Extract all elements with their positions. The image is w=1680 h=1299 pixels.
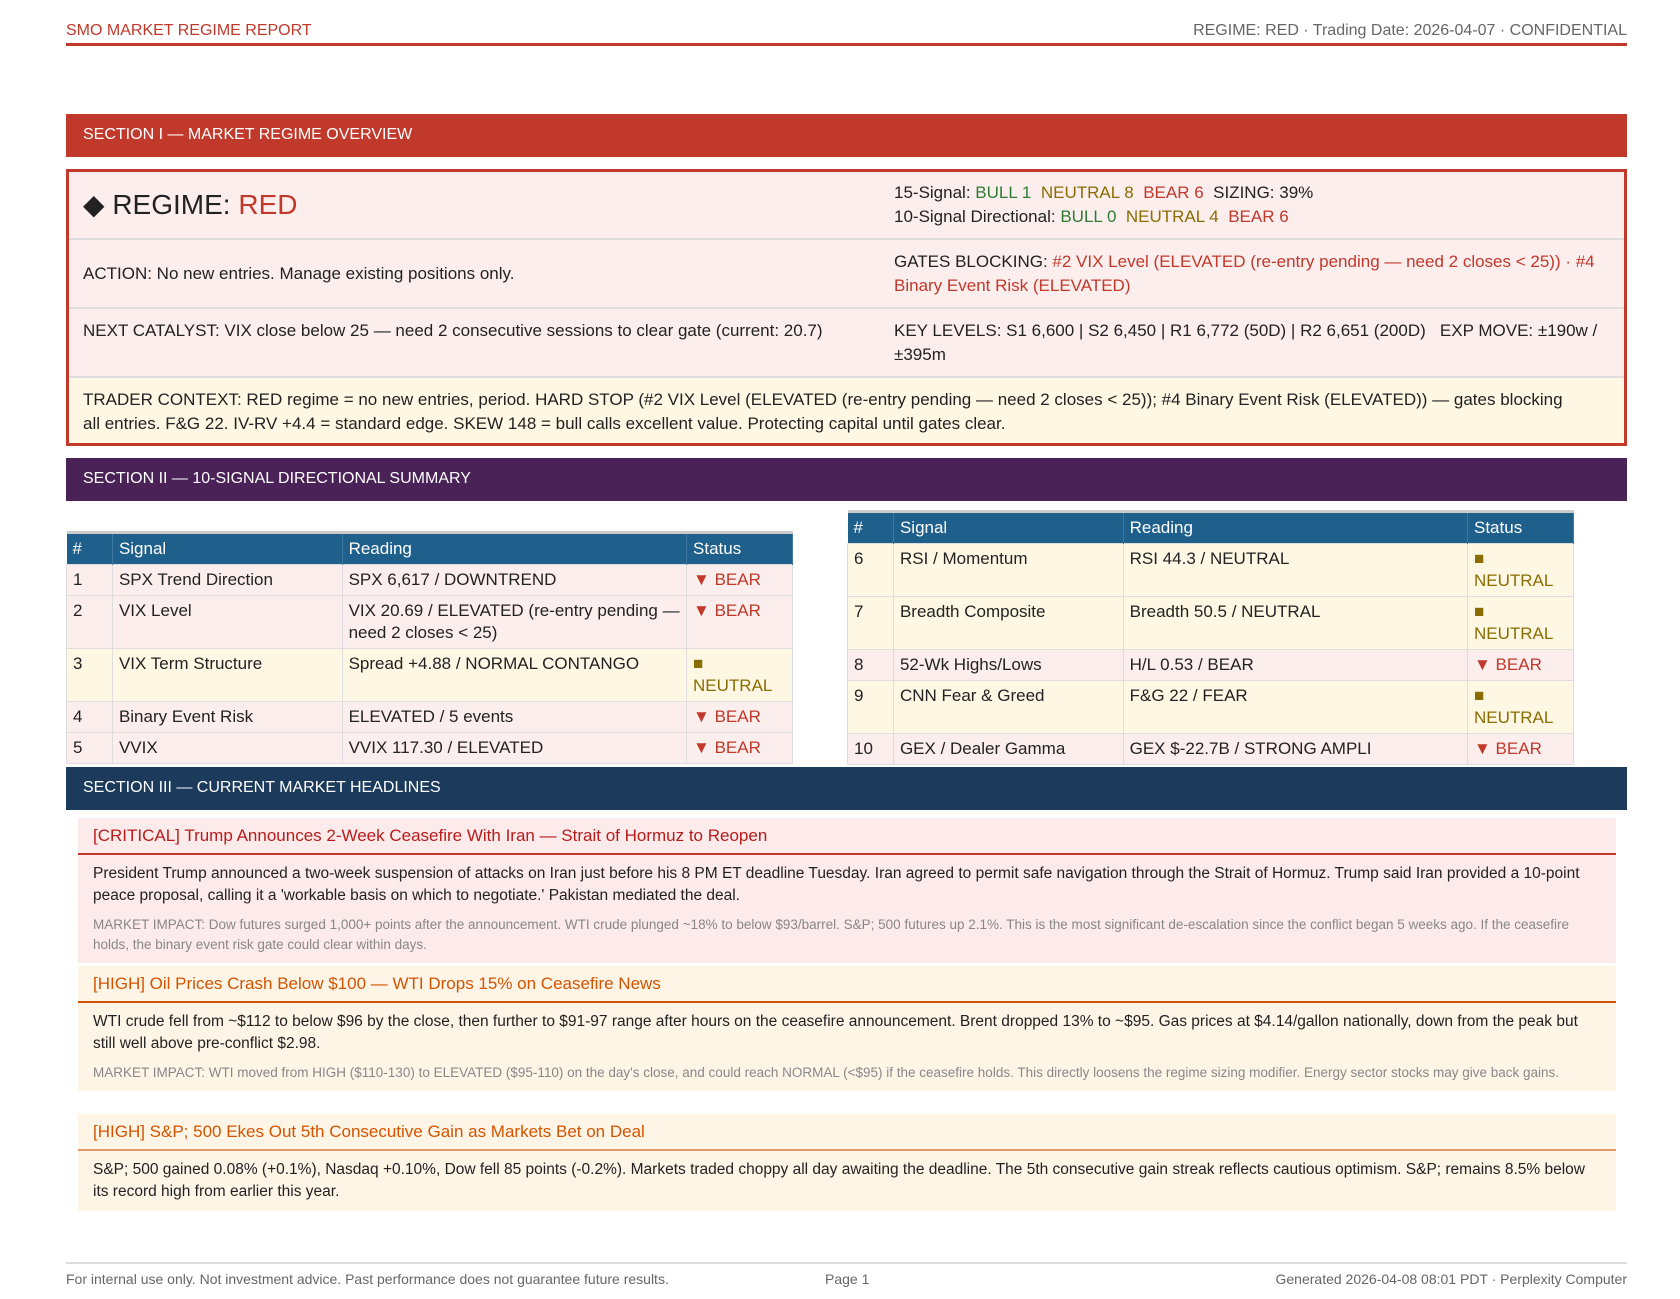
signal-reading: F&G 22 / FEAR (1123, 681, 1467, 734)
signal-name: GEX / Dealer Gamma (893, 734, 1123, 765)
signal-name: RSI / Momentum (893, 544, 1123, 597)
action-text: ACTION: No new entries. Manage existing positions only. (83, 264, 515, 283)
signals-table-right (847, 510, 1574, 765)
signal-number: 5 (67, 733, 113, 764)
regime-label: REGIME: (112, 189, 239, 220)
signal-status: ■ NEUTRAL (1468, 681, 1574, 734)
table-row (67, 649, 793, 702)
report-meta: REGIME: RED · Trading Date: 2026-04-07 · CONFIDENTIAL (1193, 22, 1627, 39)
signal-name: CNN Fear & Greed (893, 681, 1123, 734)
gates-label: GATES BLOCKING: (894, 252, 1048, 271)
signal-number: 7 (848, 597, 894, 650)
headline-card (78, 1114, 1616, 1211)
market-impact: MARKET IMPACT: WTI moved from HIGH ($110-130) to ELEVATED ($95-110) on the day's close, and could reach NORMAL (<$95) if the ceasefire holds. This directly loosens the regime sizing modifier. Energy sector stocks may give back gains. (93, 1065, 1560, 1080)
signal-reading: VIX 20.69 / ELEVATED (re-entry pending — need 2 closes < 25) (342, 596, 686, 649)
table-header (67, 533, 793, 565)
sig10-label: 10-Signal Directional: (894, 207, 1056, 226)
sig10-bear: BEAR 6 (1228, 207, 1289, 226)
sig10-bull: BULL 0 (1060, 207, 1117, 226)
headline-title[interactable]: [HIGH] S&P; 500 Ekes Out 5th Consecutive Gain as Markets Bet on Deal (78, 1114, 1616, 1151)
gates-blocking (894, 250, 1614, 298)
signal-name: VIX Level (112, 596, 342, 649)
signal-status: ▼ BEAR (687, 565, 793, 596)
footer-generated: Generated 2026-04-08 08:01 PDT · Perplexity Computer (1275, 1271, 1627, 1287)
signal-name: Breadth Composite (893, 597, 1123, 650)
footer (66, 1262, 1627, 1287)
signal-name: 52-Wk Highs/Lows (893, 650, 1123, 681)
signal-reading: RSI 44.3 / NEUTRAL (1123, 544, 1467, 597)
column-header: # (67, 533, 113, 565)
table-row (848, 544, 1574, 597)
table-row (67, 596, 793, 649)
report-header (66, 22, 1627, 46)
trader-context: TRADER CONTEXT: RED regime = no new entries, period. HARD STOP (#2 VIX Level (ELEVATED (re-entry pending — need 2 closes < 25)); #4 Binary Event Risk (ELEVATED)) — gates blocking all entries. F&G 22. IV-RV +4.4 = standard edge. SKEW 148 = bull calls excellent value. Protecting capital until gates clear. (83, 390, 1563, 433)
table-row (848, 650, 1574, 681)
signal-number: 6 (848, 544, 894, 597)
sig15-bull: BULL 1 (975, 183, 1032, 202)
headline-body: WTI crude fell from ~$112 to below $96 by the close, then further to $91-97 range after hours on the ceasefire announcement. Brent dropped 13% to ~$95. Gas prices at $4.14/gallon nationally, down from the peak but still well above pre-conflict $2.98. (93, 1013, 1578, 1052)
headline-card (78, 966, 1616, 1091)
table-row (67, 565, 793, 596)
signal-counts (894, 181, 1614, 229)
regime-box (66, 169, 1627, 446)
signal-reading: Spread +4.88 / NORMAL CONTANGO (342, 649, 686, 702)
market-impact: MARKET IMPACT: Dow futures surged 1,000+ points after the announcement. WTI crude plunged ~18% to below $93/barrel. S&P; 500 futures up 2.1%. This is the most significant de-escalation since the conflict began 5 weeks ago. If the ceasefire holds, the binary event risk gate could clear within days. (93, 917, 1570, 952)
signal-number: 4 (67, 702, 113, 733)
signal-name: Binary Event Risk (112, 702, 342, 733)
regime-heading (83, 188, 843, 222)
headline-title[interactable]: [HIGH] Oil Prices Crash Below $100 — WTI Drops 15% on Ceasefire News (78, 966, 1616, 1003)
signal-name: VIX Term Structure (112, 649, 342, 702)
table-row (67, 733, 793, 764)
signal-reading: ELEVATED / 5 events (342, 702, 686, 733)
signal-reading: VVIX 117.30 / ELEVATED (342, 733, 686, 764)
signal-status: ▼ BEAR (687, 733, 793, 764)
signals-table-left (66, 531, 793, 764)
signal-number: 1 (67, 565, 113, 596)
signal-number: 8 (848, 650, 894, 681)
column-header: Reading (342, 533, 686, 565)
footer-page: Page 1 (825, 1271, 870, 1287)
column-header: Status (687, 533, 793, 565)
table-row (848, 597, 1574, 650)
signal-number: 3 (67, 649, 113, 702)
signal-status: ■ NEUTRAL (687, 649, 793, 702)
column-header: Signal (893, 512, 1123, 544)
headline-body: President Trump announced a two-week suspension of attacks on Iran just before his 8 PM ET deadline Tuesday. Iran agreed to permit safe navigation through the Strait of Hormuz. Trump said Iran provided a 10-point peace proposal, calling it a 'workable basis on which to negotiate.' Pakistan mediated the deal. (93, 865, 1580, 904)
headline-body: S&P; 500 gained 0.08% (+0.1%), Nasdaq +0.10%, Dow fell 85 points (-0.2%). Markets traded choppy all day awaiting the deadline. The 5th consecutive gain streak reflects cautious optimism. S&P; remains 8.5% below its record high from earlier this year. (93, 1161, 1585, 1200)
table-row (848, 734, 1574, 765)
diamond-icon: ◆ (83, 189, 105, 220)
footer-disclaimer: For internal use only. Not investment advice. Past performance does not guarantee future results. (66, 1271, 669, 1287)
gates-value: #2 VIX Level (ELEVATED (re-entry pending — need 2 closes < 25)) · #4 Binary Event Risk (ELEVATED) (894, 252, 1595, 295)
sig10-neutral: NEUTRAL 4 (1125, 207, 1219, 226)
signal-status: ▼ BEAR (687, 702, 793, 733)
signal-status: ▼ BEAR (687, 596, 793, 649)
column-header: Status (1468, 512, 1574, 544)
report-title: SMO MARKET REGIME REPORT (66, 22, 312, 39)
signal-reading: H/L 0.53 / BEAR (1123, 650, 1467, 681)
section-2-header: SECTION II — 10-SIGNAL DIRECTIONAL SUMMARY (66, 458, 1627, 501)
table-row (848, 681, 1574, 734)
column-header: Signal (112, 533, 342, 565)
table-header (848, 512, 1574, 544)
signal-number: 2 (67, 596, 113, 649)
sig15-label: 15-Signal: (894, 183, 971, 202)
signal-name: VVIX (112, 733, 342, 764)
signal-status: ▼ BEAR (1468, 650, 1574, 681)
headline-card (78, 818, 1616, 963)
table-row (67, 702, 793, 733)
signal-reading: SPX 6,617 / DOWNTREND (342, 565, 686, 596)
regime-value: RED (238, 189, 298, 220)
next-catalyst: NEXT CATALYST: VIX close below 25 — need 2 consecutive sessions to clear gate (current: 20.7) (83, 321, 823, 340)
sizing: SIZING: 39% (1213, 183, 1314, 202)
sig15-neutral: NEUTRAL 8 (1040, 183, 1134, 202)
signal-status: ■ NEUTRAL (1468, 597, 1574, 650)
signal-reading: GEX $-22.7B / STRONG AMPLI (1123, 734, 1467, 765)
column-header: Reading (1123, 512, 1467, 544)
section-3-header: SECTION III — CURRENT MARKET HEADLINES (66, 767, 1627, 810)
signal-name: SPX Trend Direction (112, 565, 342, 596)
sig15-bear: BEAR 6 (1143, 183, 1204, 202)
signal-status: ■ NEUTRAL (1468, 544, 1574, 597)
key-levels: KEY LEVELS: S1 6,600 | S2 6,450 | R1 6,772 (50D) | R2 6,651 (200D) EXP MOVE: ±190w / ±395m (894, 321, 1603, 364)
headline-title[interactable]: [CRITICAL] Trump Announces 2-Week Ceasefire With Iran — Strait of Hormuz to Reopen (78, 818, 1616, 855)
section-1-header: SECTION I — MARKET REGIME OVERVIEW (66, 114, 1627, 157)
signal-number: 10 (848, 734, 894, 765)
signal-status: ▼ BEAR (1468, 734, 1574, 765)
column-header: # (848, 512, 894, 544)
signal-reading: Breadth 50.5 / NEUTRAL (1123, 597, 1467, 650)
signal-number: 9 (848, 681, 894, 734)
